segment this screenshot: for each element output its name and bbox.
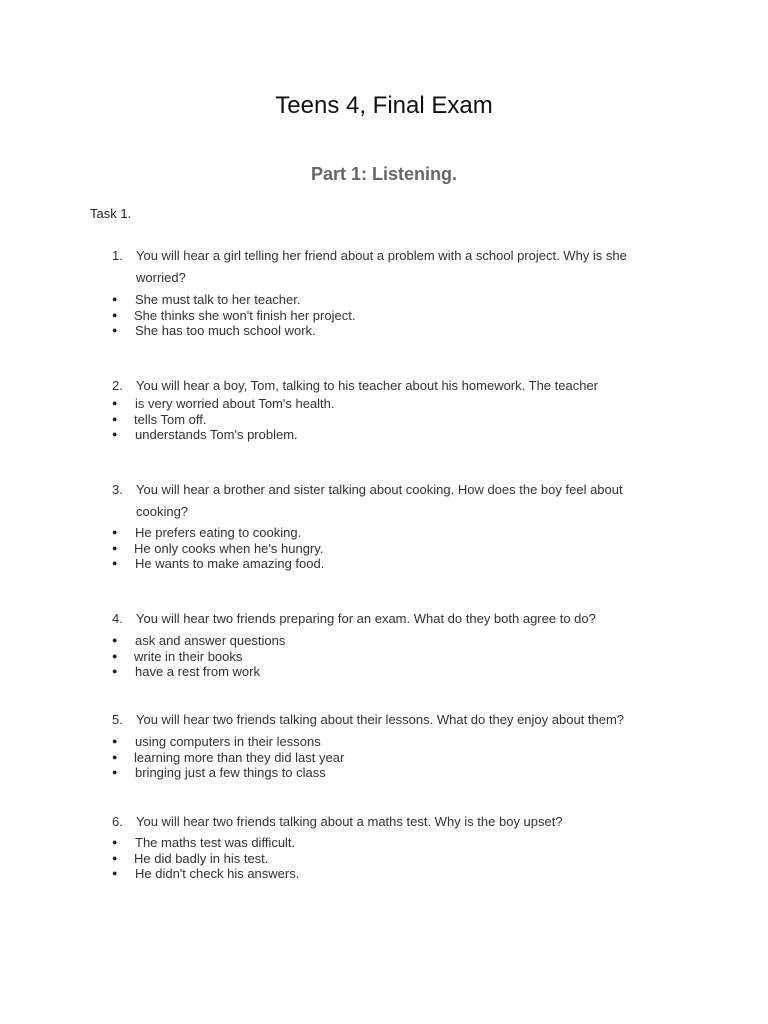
bullet-icon: ●: [112, 666, 118, 676]
list-item: ● The maths test was difficult.: [112, 835, 296, 850]
list-item: ● She must talk to her teacher.: [112, 292, 301, 307]
list-item: ● She has too much school work.: [112, 323, 316, 338]
options-list-3: [112, 525, 632, 572]
bullet-icon: ●: [112, 868, 118, 878]
question-number: 4.: [112, 611, 123, 626]
question-text: You will hear a brother and sister talking about cooking. How does the boy feel about cooking?: [136, 482, 623, 519]
question-text: You will hear two friends talking about their lessons. What do they enjoy about them?: [136, 712, 625, 727]
bullet-icon: ●: [112, 736, 118, 746]
bullet-icon: ●: [112, 527, 118, 537]
question-6: [112, 811, 652, 833]
question-number: 1.: [112, 248, 123, 263]
list-item: ● write in their books: [112, 648, 243, 664]
bullet-icon: ●: [112, 413, 118, 424]
question-2: [112, 375, 652, 397]
question-4: [112, 608, 652, 630]
list-item: ● He prefers eating to cooking.: [112, 525, 302, 540]
list-item: ● ask and answer questions: [112, 633, 286, 648]
question-number: 6.: [112, 814, 123, 829]
question-text: You will hear a boy, Tom, talking to his teacher about his homework. The teacher: [136, 378, 599, 393]
options-list-5: [112, 734, 632, 781]
bullet-icon: ●: [112, 542, 118, 553]
options-list-4: [112, 633, 632, 680]
options-list-1: [112, 292, 632, 339]
bullet-icon: ●: [112, 852, 118, 863]
question-1: [112, 245, 652, 289]
list-item: ● using computers in their lessons: [112, 734, 321, 749]
bullet-icon: ●: [112, 398, 118, 408]
list-item: ● understands Tom's problem.: [112, 427, 298, 442]
bullet-icon: ●: [112, 837, 118, 847]
question-number: 5.: [112, 712, 123, 727]
question-5: [112, 709, 652, 731]
list-item: ● bringing just a few things to class: [112, 765, 326, 780]
list-item: ● is very worried about Tom's health.: [112, 396, 335, 411]
list-item: ● He did badly in his test.: [112, 850, 269, 866]
bullet-icon: ●: [112, 325, 118, 335]
list-item: ● She thinks she won't finish her project.: [112, 307, 356, 323]
question-number: 3.: [112, 482, 123, 497]
part-heading: Part 1: Listening.: [310, 164, 458, 184]
options-list-6: [112, 835, 632, 882]
question-text: You will hear two friends preparing for an exam. What do they both agree to do?: [136, 611, 596, 626]
bullet-icon: ●: [112, 635, 118, 645]
list-item: ● He only cooks when he's hungry.: [112, 540, 324, 556]
document-title: Teens 4, Final Exam: [275, 92, 493, 119]
question-3: [112, 479, 652, 523]
list-item: ● tells Tom off.: [112, 411, 207, 427]
question-number: 2.: [112, 378, 123, 393]
bullet-icon: ●: [112, 294, 118, 304]
list-item: ● learning more than they did last year: [112, 749, 345, 765]
task-label: Task 1.: [90, 206, 132, 221]
list-item: ● He wants to make amazing food.: [112, 556, 325, 571]
bullet-icon: ●: [112, 309, 118, 320]
question-text: You will hear a girl telling her friend about a problem with a school project. Why is she worried?: [136, 248, 627, 285]
list-item: ● He didn't check his answers.: [112, 866, 300, 881]
question-text: You will hear two friends talking about a maths test. Why is the boy upset?: [136, 814, 563, 829]
bullet-icon: ●: [112, 751, 118, 762]
bullet-icon: ●: [112, 767, 118, 777]
bullet-icon: ●: [112, 558, 118, 568]
list-item: ● have a rest from work: [112, 664, 260, 679]
options-list-2: [112, 396, 632, 443]
bullet-icon: ●: [112, 650, 118, 661]
bullet-icon: ●: [112, 429, 118, 439]
